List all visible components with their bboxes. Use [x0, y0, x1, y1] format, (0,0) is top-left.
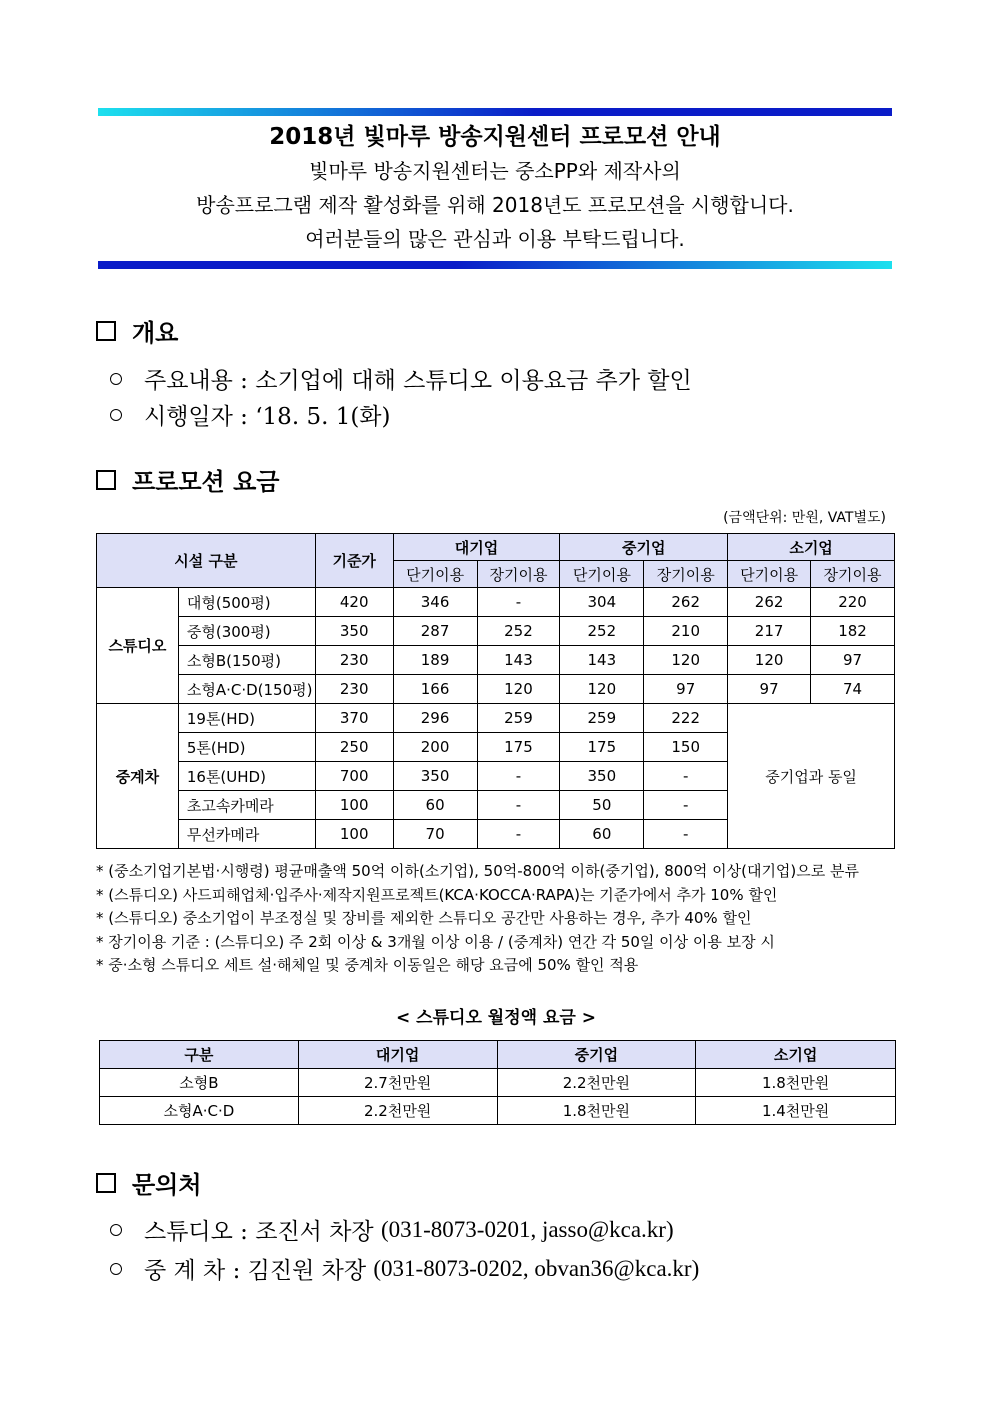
section-overview-title: 개요 — [132, 318, 179, 347]
contact-item-van — [110, 1252, 699, 1285]
header-block — [98, 118, 892, 256]
col-medium: 중기업 — [560, 534, 728, 561]
cell: 296 — [393, 704, 477, 733]
cell: 217 — [728, 617, 811, 646]
cell: 2.2천만원 — [298, 1097, 497, 1125]
cell: 60 — [393, 791, 477, 820]
monthly-table-title: < 스튜디오 월정액 요금 > — [396, 1008, 596, 1028]
square-bullet-icon — [96, 1173, 116, 1193]
cell: 5톤(HD) — [178, 733, 315, 762]
same-as-medium-note: 중기업과 동일 — [728, 704, 895, 849]
cell: 166 — [393, 675, 477, 704]
cell: 350 — [560, 762, 644, 791]
pricing-table — [96, 533, 895, 849]
cell: 189 — [393, 646, 477, 675]
cell: 소형B — [100, 1069, 299, 1097]
cell: 175 — [560, 733, 644, 762]
table-row — [97, 617, 895, 646]
cell: 259 — [477, 704, 560, 733]
cell: 175 — [477, 733, 560, 762]
cell: 222 — [644, 704, 728, 733]
cell: 소형A·C·D(150평) — [178, 675, 315, 704]
cell: - — [477, 588, 560, 617]
contact-label: 스튜디오 : 조진서 차장 — [144, 1219, 374, 1245]
unit-note: (금액단위: 만원, VAT별도) — [723, 510, 886, 526]
cell: 420 — [315, 588, 393, 617]
table-header-row — [100, 1041, 896, 1069]
cell: 120 — [644, 646, 728, 675]
col-long: 장기이용 — [477, 561, 560, 588]
cell: 120 — [477, 675, 560, 704]
col-small: 소기업 — [728, 534, 895, 561]
col-long: 장기이용 — [644, 561, 728, 588]
cell: 287 — [393, 617, 477, 646]
cell: 1.8천만원 — [497, 1097, 696, 1125]
note-line: * (중소기업기본법·시행령) 평균매출액 50억 이하(소기업), 50억-800억 이하(중기업), 800억 이상(대기업)으로 분류 — [96, 862, 860, 880]
cell: 초고속카메라 — [178, 791, 315, 820]
contact-item-studio — [110, 1213, 674, 1246]
cell: 120 — [728, 646, 811, 675]
contact-detail: (031-8073-0202, obvan36@kca.kr) — [373, 1255, 700, 1281]
col-short: 단기이용 — [728, 561, 811, 588]
circle-bullet-icon — [110, 409, 122, 421]
cell: 중형(300평) — [178, 617, 315, 646]
cell: 252 — [560, 617, 644, 646]
square-bullet-icon — [96, 470, 116, 490]
cell: 350 — [315, 617, 393, 646]
cell: - — [477, 820, 560, 849]
col-short: 단기이용 — [560, 561, 644, 588]
monthly-table — [99, 1040, 896, 1125]
table-row — [97, 704, 895, 733]
cell: 262 — [728, 588, 811, 617]
header-cell: 중기업 — [497, 1041, 696, 1069]
cell: 100 — [315, 791, 393, 820]
cell: 700 — [315, 762, 393, 791]
cell: 소형B(150평) — [178, 646, 315, 675]
section-contact-title: 문의처 — [132, 1170, 202, 1199]
square-bullet-icon — [96, 321, 116, 341]
section-pricing — [96, 462, 279, 497]
col-facility: 시설 구분 — [97, 534, 316, 588]
cell: 143 — [560, 646, 644, 675]
col-large: 대기업 — [393, 534, 560, 561]
circle-bullet-icon — [110, 1224, 122, 1236]
overview-item-text: 주요내용 : 소기업에 대해 스튜디오 이용요금 추가 할인 — [144, 368, 692, 394]
cell: 230 — [315, 646, 393, 675]
cell: 143 — [477, 646, 560, 675]
cell: 무선카메라 — [178, 820, 315, 849]
section-overview — [96, 313, 178, 348]
header-bottom-bar — [98, 261, 892, 269]
cell: - — [477, 762, 560, 791]
col-long: 장기이용 — [811, 561, 895, 588]
circle-bullet-icon — [110, 373, 122, 385]
cell: 97 — [811, 646, 895, 675]
intro-line-1: 빛마루 방송지원센터는 중소PP와 제작사의 — [309, 159, 681, 183]
contact-label: 중 계 차 : 김진원 차장 — [144, 1258, 367, 1284]
overview-item-date — [110, 398, 391, 431]
col-short: 단기이용 — [393, 561, 477, 588]
intro-line-3: 여러분들의 많은 관심과 이용 부탁드립니다. — [305, 227, 685, 251]
section-contact — [96, 1165, 202, 1200]
cell: 182 — [811, 617, 895, 646]
cell: 252 — [477, 617, 560, 646]
pricing-notes — [96, 860, 859, 978]
cell: 1.8천만원 — [696, 1069, 896, 1097]
cell: 60 — [560, 820, 644, 849]
cell: 70 — [393, 820, 477, 849]
cell: 220 — [811, 588, 895, 617]
note-line: * (스튜디오) 중소기업이 부조정실 및 장비를 제외한 스튜디오 공간만 사용하는 경우, 추가 40% 할인 — [96, 909, 752, 927]
cell: 소형A·C·D — [100, 1097, 299, 1125]
cell: 250 — [315, 733, 393, 762]
note-line: * 중·소형 스튜디오 세트 설·해체일 및 중계차 이동일은 해당 요금에 50% 할인 적용 — [96, 956, 639, 974]
cell: 210 — [644, 617, 728, 646]
header-cell: 구분 — [100, 1041, 299, 1069]
cell: 16톤(UHD) — [178, 762, 315, 791]
cell: 304 — [560, 588, 644, 617]
cell: 350 — [393, 762, 477, 791]
overview-item-content — [110, 362, 692, 395]
cell: 대형(500평) — [178, 588, 315, 617]
cell: - — [644, 791, 728, 820]
cell: 1.4천만원 — [696, 1097, 896, 1125]
cell: - — [477, 791, 560, 820]
cell: 230 — [315, 675, 393, 704]
circle-bullet-icon — [110, 1263, 122, 1275]
cell: 259 — [560, 704, 644, 733]
cell: 370 — [315, 704, 393, 733]
group-studio: 스튜디오 — [97, 588, 179, 704]
page-title: 2018년 빛마루 방송지원센터 프로모션 안내 — [269, 124, 721, 150]
cell: - — [644, 762, 728, 791]
table-row — [97, 588, 895, 617]
contact-detail: (031-8073-0201, jasso@kca.kr) — [380, 1216, 674, 1242]
header-cell: 소기업 — [696, 1041, 896, 1069]
cell: 19톤(HD) — [178, 704, 315, 733]
table-row — [100, 1097, 896, 1125]
header-top-bar — [98, 108, 892, 116]
cell: 2.7천만원 — [298, 1069, 497, 1097]
cell: 150 — [644, 733, 728, 762]
cell: 120 — [560, 675, 644, 704]
group-van: 중계차 — [97, 704, 179, 849]
col-base: 기준가 — [315, 534, 393, 588]
note-line: * 장기이용 기준 : (스튜디오) 주 2회 이상 & 3개월 이상 이용 / (중계차) 연간 각 50일 이상 이용 보장 시 — [96, 932, 775, 951]
intro-line-2: 방송프로그램 제작 활성화를 위해 2018년도 프로모션을 시행합니다. — [196, 193, 794, 217]
cell: 74 — [811, 675, 895, 704]
section-pricing-title: 프로모션 요금 — [132, 467, 280, 496]
table-row — [97, 675, 895, 704]
cell: - — [644, 820, 728, 849]
table-row — [100, 1069, 896, 1097]
cell: 200 — [393, 733, 477, 762]
cell: 97 — [644, 675, 728, 704]
cell: 346 — [393, 588, 477, 617]
cell: 100 — [315, 820, 393, 849]
overview-item-text: 시행일자 : ‘18. 5. 1(화) — [144, 404, 391, 430]
table-row — [97, 646, 895, 675]
cell: 262 — [644, 588, 728, 617]
note-line: * (스튜디오) 사드피해업체·입주사·제작지원프로젝트(KCA·KOCCA·RAPA)는 기준가에서 추가 10% 할인 — [96, 885, 778, 904]
header-cell: 대기업 — [298, 1041, 497, 1069]
cell: 97 — [728, 675, 811, 704]
cell: 2.2천만원 — [497, 1069, 696, 1097]
cell: 50 — [560, 791, 644, 820]
